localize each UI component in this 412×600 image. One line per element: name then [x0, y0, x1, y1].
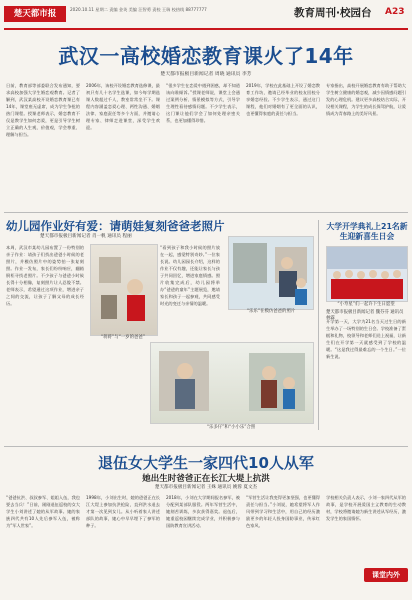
page-number: A23 — [385, 7, 405, 17]
family-photo-top — [228, 236, 314, 310]
sidebar-divider — [318, 220, 319, 430]
issue-info: 2020.10.11 星期二 责编 金英 美编 汪智勇 责校 王瑞 校热线 88777777 — [70, 7, 207, 12]
article3-byline: 楚天都市报极目新闻记者 王姝 通讯员 姚蓉 夏文杰 — [154, 485, 258, 490]
article3-headline: 退伍女大学生一家四代10人从军 — [98, 454, 314, 472]
header-rule — [4, 28, 408, 30]
family-photo-bottom-caption: “乐多仔”和“小小乐”合照 — [206, 425, 256, 430]
kid-photo-caption: “蒋蒋”与“一岁的爸爸” — [100, 335, 146, 340]
article1-byline: 楚天都市报极目新闻记者 周晓 通讯员 李芳 — [160, 72, 252, 77]
family-photo-top-caption: “乐乐”在模仿爸爸的照片 — [246, 309, 296, 314]
section-divider — [4, 212, 408, 213]
column-tag: 课堂内外 — [364, 568, 408, 582]
family-photo-bottom — [150, 342, 314, 424]
article2-headline: 幼儿园作业好有爱：请萌娃复刻爸爸老照片 — [6, 219, 225, 233]
section-title: 教育周刊·校园台 — [294, 7, 372, 19]
article3-subtitle: 她出生时爸爸正在长江大堤上抗洪 — [142, 474, 270, 484]
birthday-photo — [326, 246, 408, 302]
sidebar-byline: 楚天都市报极目新闻记者 魏芬芬 通讯员 林霖 — [326, 310, 404, 321]
section-divider-bottom — [4, 446, 408, 447]
sidebar-headline: 大学开学典礼上21名新生迎新喜生日会 — [326, 222, 408, 241]
article1-headline: 武汉一高校婚恋教育课火了14年 — [58, 44, 354, 68]
article2-byline: 楚天都市报极目新闻记者 肖一帆 通讯员 程丽 — [40, 234, 132, 239]
kid-photo — [90, 244, 158, 336]
newspaper-logo: 楚天都市报 — [4, 6, 66, 22]
birthday-photo-caption: “小寿星”们一起许下生日愿望 — [337, 302, 395, 307]
